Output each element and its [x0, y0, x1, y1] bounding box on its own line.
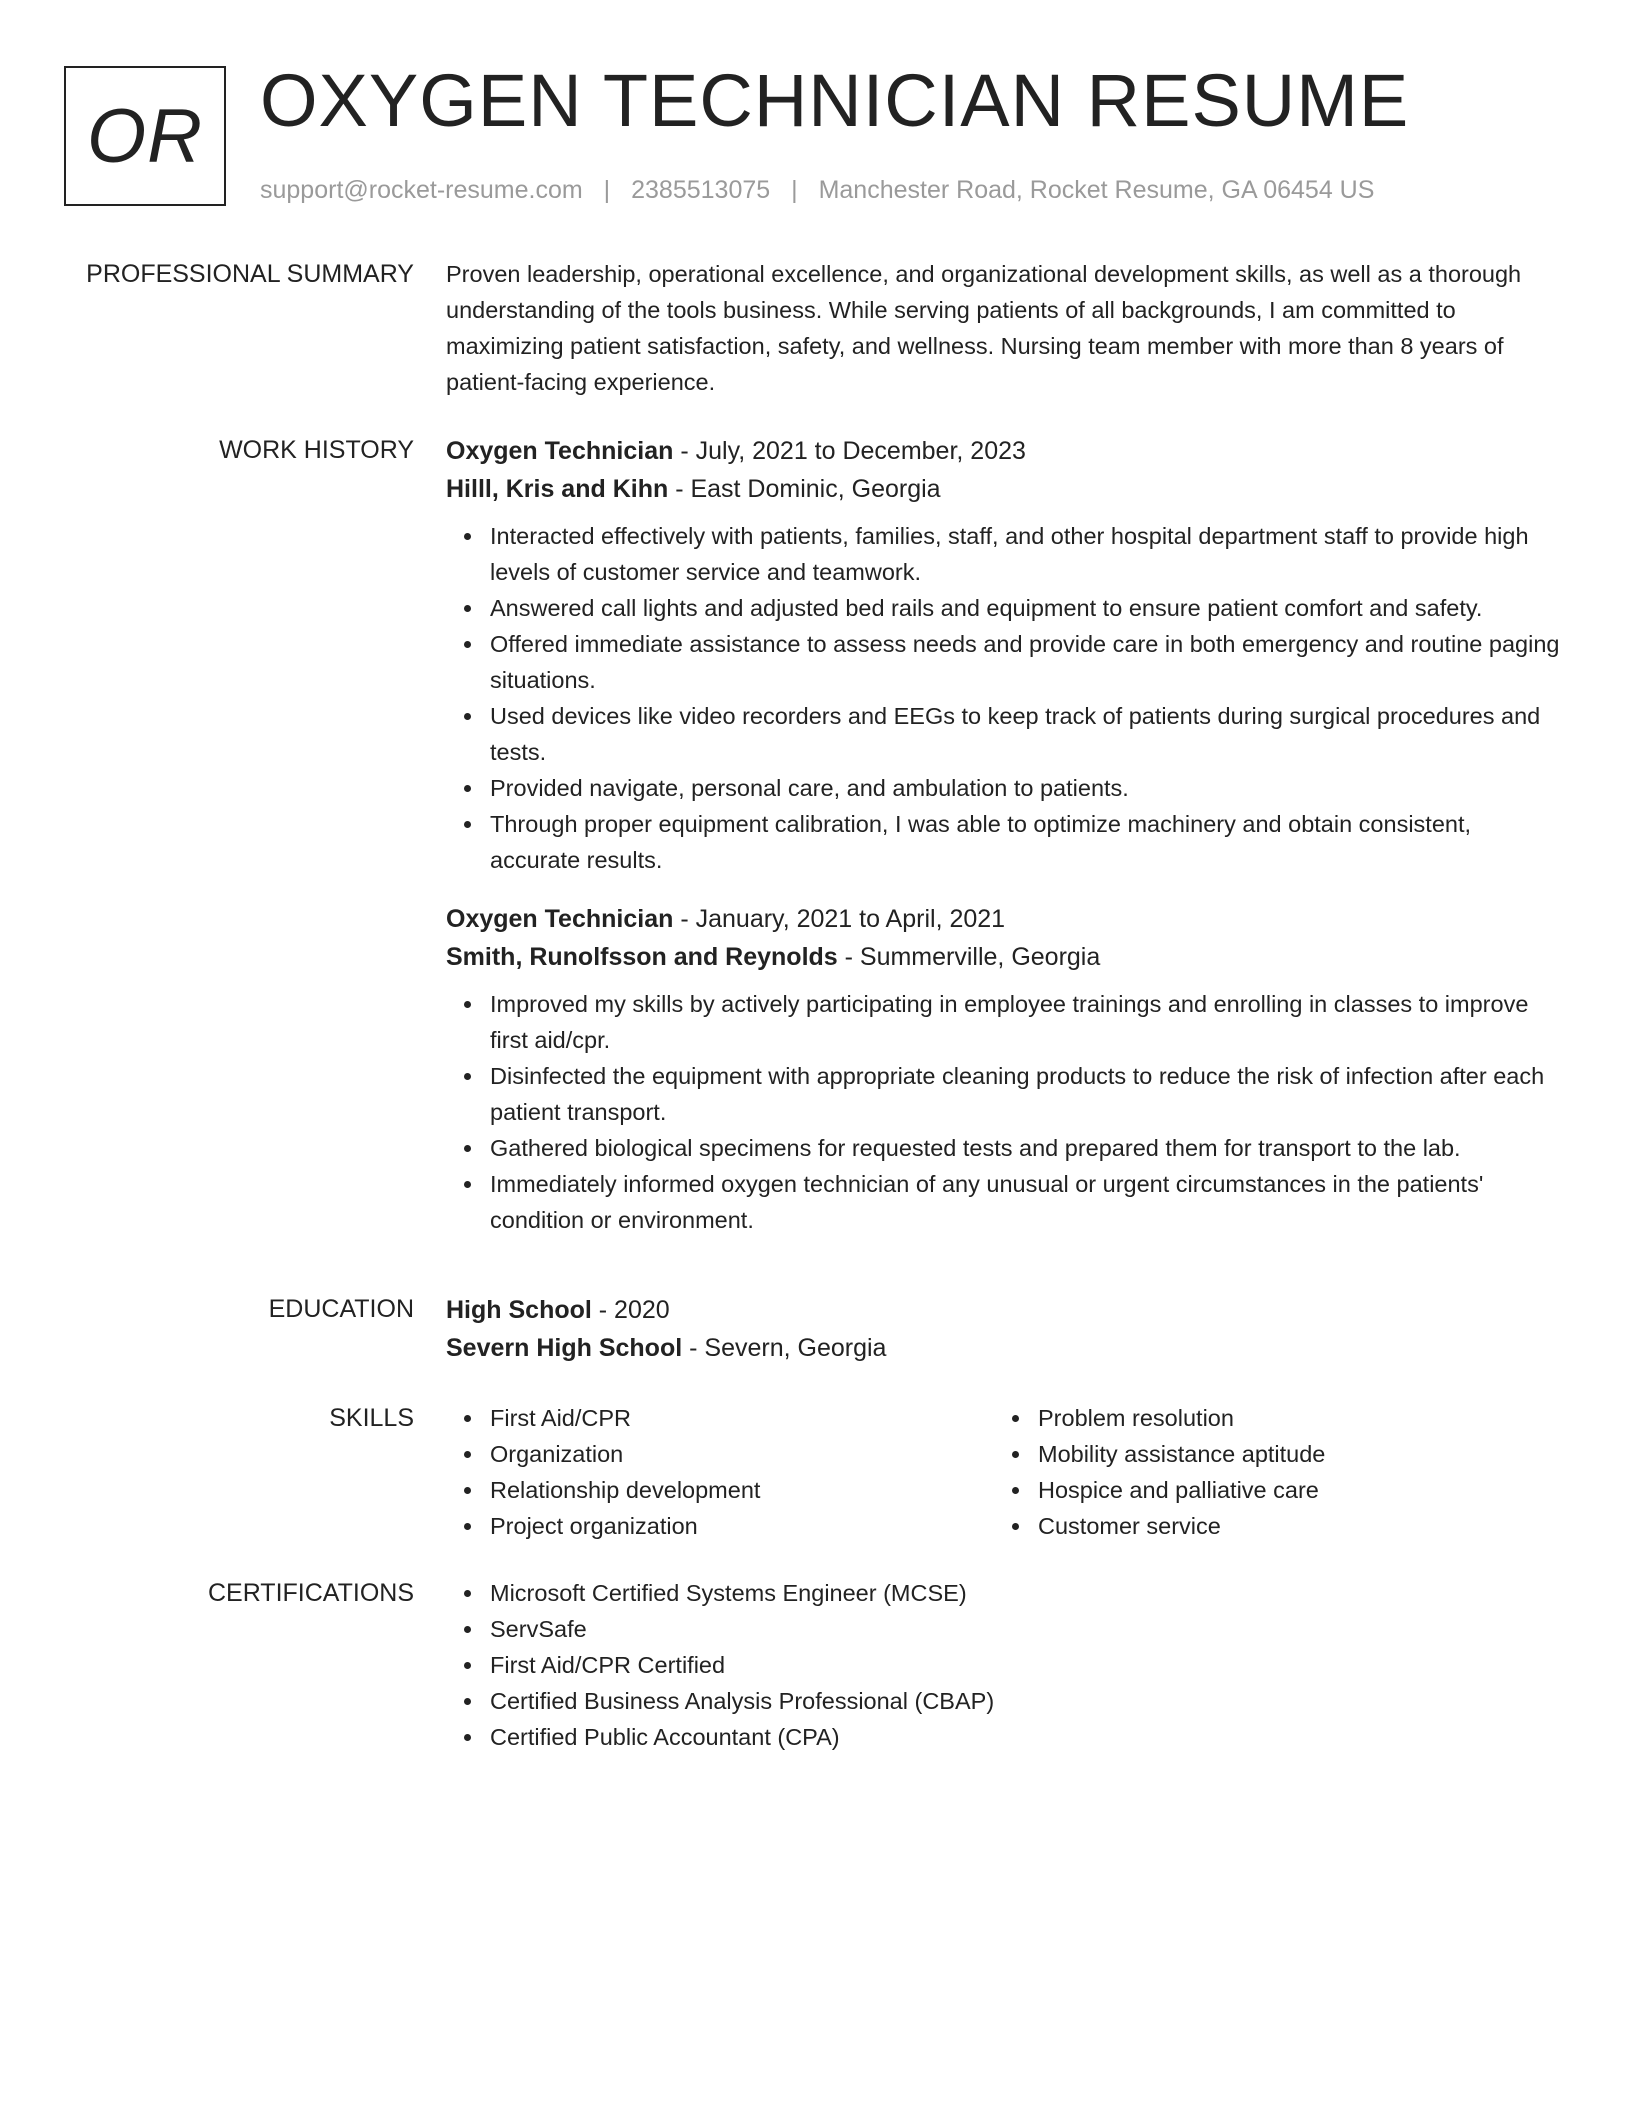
job-entry	[446, 432, 1562, 878]
job-bullet-list	[446, 986, 1562, 1238]
list-item: Answered call lights and adjusted bed rails and equipment to ensure patient comfort and safety.	[490, 590, 1562, 626]
list-item: Microsoft Certified Systems Engineer (MCSE)	[490, 1575, 1562, 1611]
summary-body	[446, 256, 1562, 400]
section-label-work-history: WORK HISTORY	[219, 436, 414, 464]
monogram-badge	[64, 66, 226, 206]
education-location: - Severn, Georgia	[682, 1334, 887, 1362]
job-bullet-list	[446, 518, 1562, 878]
list-item: First Aid/CPR Certified	[490, 1647, 1562, 1683]
section-label-summary: PROFESSIONAL SUMMARY	[86, 260, 414, 288]
list-item: Certified Public Accountant (CPA)	[490, 1719, 1562, 1755]
list-item: Project organization	[490, 1508, 994, 1544]
section-label-skills: SKILLS	[329, 1404, 414, 1432]
job-dates: - July, 2021 to December, 2023	[673, 437, 1026, 465]
contact-address: Manchester Road, Rocket Resume, GA 06454 US	[818, 176, 1375, 204]
list-item: Certified Business Analysis Professional (CBAP)	[490, 1683, 1562, 1719]
education-school: Severn High School	[446, 1334, 683, 1362]
job-title: Oxygen Technician	[446, 437, 674, 465]
monogram-text: OR	[87, 93, 203, 179]
list-item: Problem resolution	[1038, 1400, 1542, 1436]
list-item: Hospice and palliative care	[1038, 1472, 1542, 1508]
list-item: Offered immediate assistance to assess needs and provide care in both emergency and routine paging situations.	[490, 626, 1562, 698]
contact-separator: |	[791, 176, 798, 204]
job-dates: - January, 2021 to April, 2021	[673, 905, 1006, 933]
list-item: Improved my skills by actively participating in employee trainings and enrolling in classes to improve first aid/cpr.	[490, 986, 1562, 1058]
list-item: First Aid/CPR	[490, 1400, 994, 1436]
summary-text: Proven leadership, operational excellence, and organizational development skills, as well as a thorough understanding of the tools business. While serving patients of all backgrounds, I am committed to maximizing patient satisfaction, safety, and wellness. Nursing team member with more than 8 years of patient-facing experience.	[446, 261, 1522, 395]
job-company: Hilll, Kris and Kihn	[446, 475, 669, 503]
job-company: Smith, Runolfsson and Reynolds	[446, 943, 838, 971]
contact-phone: 2385513075	[631, 176, 771, 204]
job-location: - Summerville, Georgia	[837, 943, 1101, 971]
list-item: Customer service	[1038, 1508, 1542, 1544]
certifications-list	[446, 1575, 1562, 1755]
list-item: Through proper equipment calibration, I was able to optimize machinery and obtain consistent, accurate results.	[490, 806, 1562, 878]
list-item: Disinfected the equipment with appropriate cleaning products to reduce the risk of infection after each patient transport.	[490, 1058, 1562, 1130]
list-item: Immediately informed oxygen technician of any unusual or urgent circumstances in the patients' condition or environment.	[490, 1166, 1562, 1238]
education-year: - 2020	[591, 1296, 670, 1324]
education-body	[446, 1291, 1562, 1367]
work-history-body	[446, 432, 1562, 1238]
education-school-line	[446, 1329, 1562, 1367]
list-item: Provided navigate, personal care, and ambulation to patients.	[490, 770, 1562, 806]
list-item: Used devices like video recorders and EEGs to keep track of patients during surgical procedures and tests.	[490, 698, 1562, 770]
list-item: ServSafe	[490, 1611, 1562, 1647]
skills-body	[446, 1400, 1562, 1544]
job-title-line	[446, 432, 1562, 470]
job-title: Oxygen Technician	[446, 905, 674, 933]
job-title-line	[446, 900, 1562, 938]
job-company-line	[446, 938, 1562, 976]
job-location: - East Dominic, Georgia	[668, 475, 941, 503]
list-item: Gathered biological specimens for requested tests and prepared them for transport to the lab.	[490, 1130, 1562, 1166]
contact-line	[260, 172, 1374, 208]
education-degree: High School	[446, 1296, 592, 1324]
resume-title: OXYGEN TECHNICIAN RESUME	[260, 59, 1410, 142]
skills-grid	[446, 1400, 1562, 1544]
list-item: Interacted effectively with patients, families, staff, and other hospital department staff to provide high levels of customer service and teamwork.	[490, 518, 1562, 590]
list-item: Relationship development	[490, 1472, 994, 1508]
contact-email: support@rocket-resume.com	[260, 176, 583, 204]
job-company-line	[446, 470, 1562, 508]
certifications-body	[446, 1575, 1562, 1755]
section-label-education: EDUCATION	[268, 1295, 414, 1323]
skills-list-left	[446, 1400, 994, 1544]
skills-list-right	[994, 1400, 1542, 1544]
list-item: Mobility assistance aptitude	[1038, 1436, 1542, 1472]
list-item: Organization	[490, 1436, 994, 1472]
education-degree-line	[446, 1291, 1562, 1329]
section-label-certifications: CERTIFICATIONS	[207, 1579, 414, 1607]
contact-separator: |	[603, 176, 611, 204]
job-entry	[446, 900, 1562, 1238]
